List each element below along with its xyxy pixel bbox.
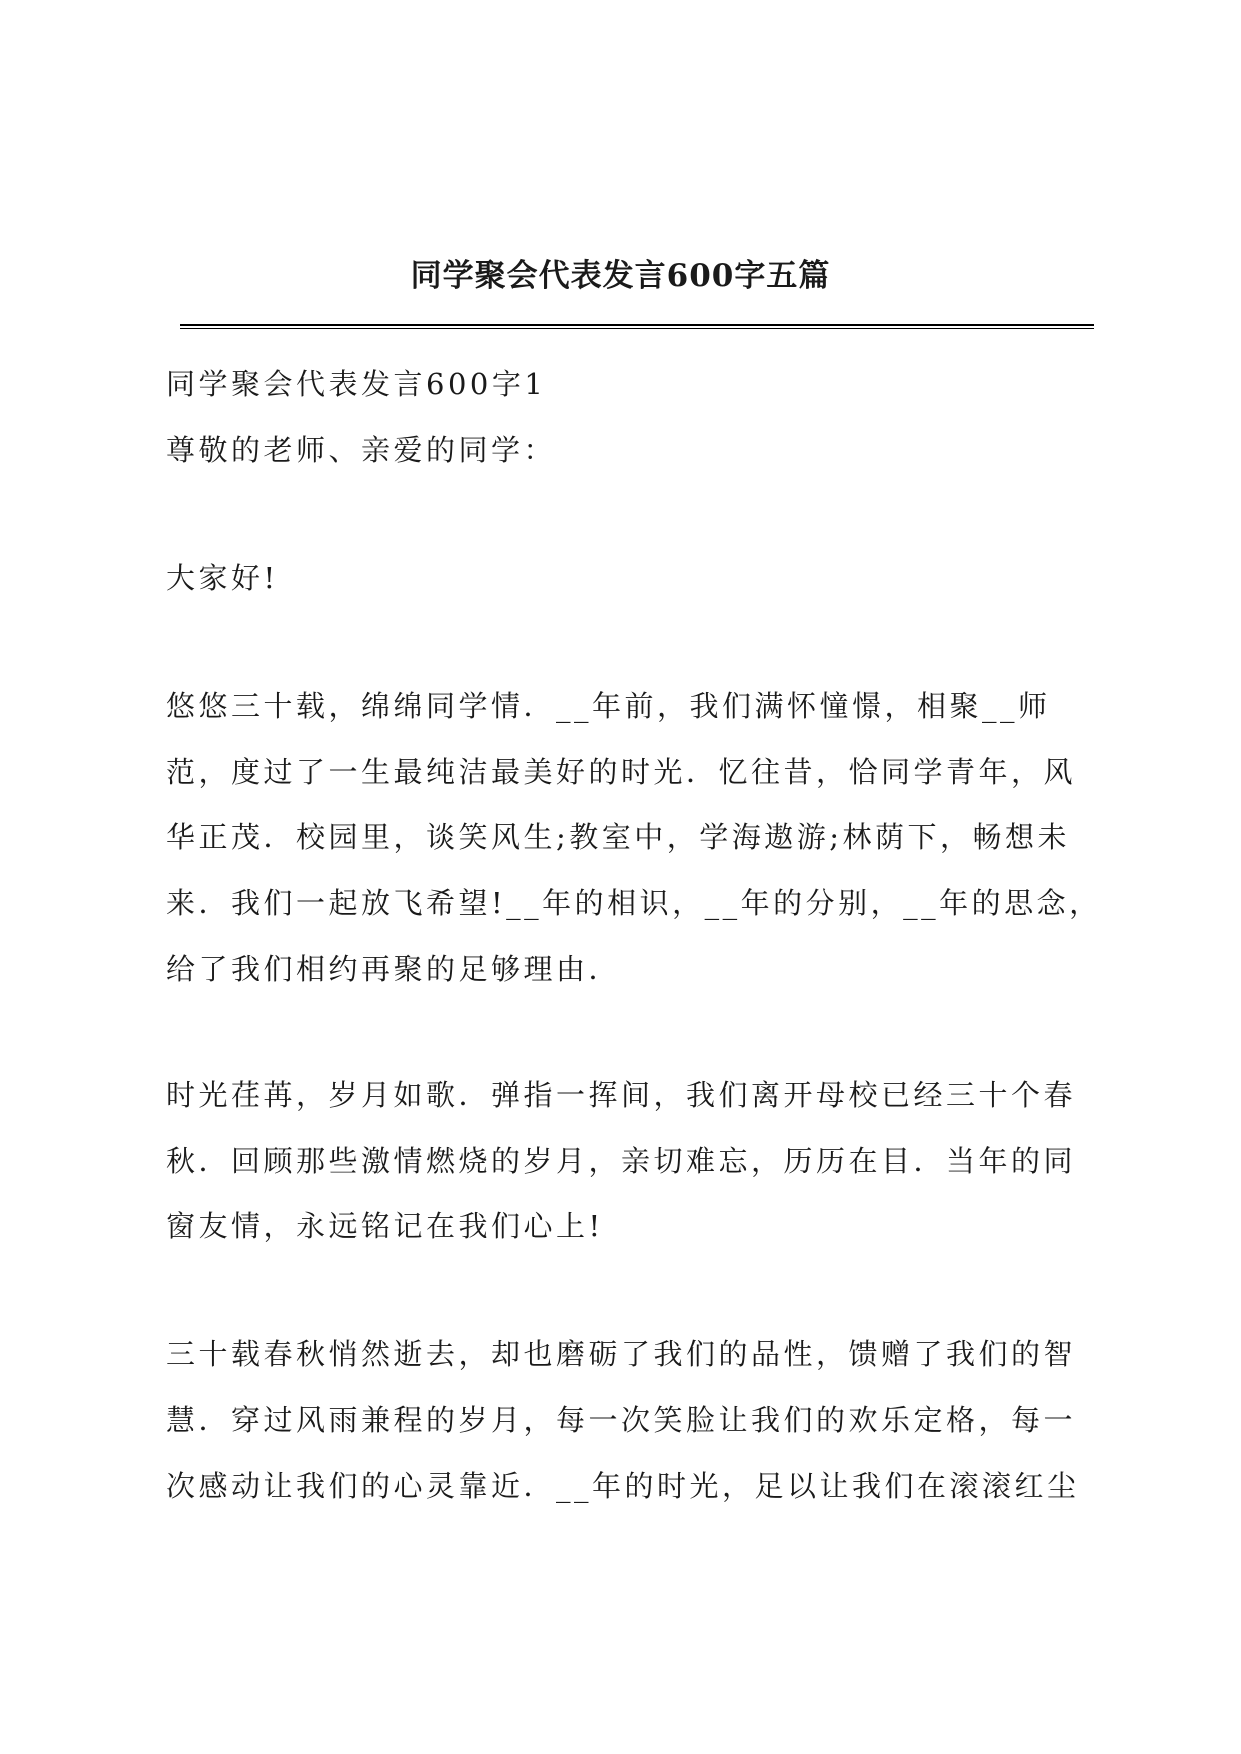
- salutation: 尊敬的老师、亲爱的同学：: [166, 433, 557, 467]
- section-heading: 同学聚会代表发言600字1: [166, 367, 547, 401]
- greeting: 大家好!: [166, 561, 279, 595]
- document-title: 同学聚会代表发言600字五篇: [410, 258, 831, 294]
- paragraph-3-line-3: 次感动让我们的心灵靠近．__年的时光，足以让我们在滚滚红尘: [166, 1469, 1080, 1503]
- paragraph-2-line-2: 秋．回顾那些激情燃烧的岁月，亲切难忘，历历在目．当年的同: [166, 1144, 1077, 1178]
- paragraph-2-line-1: 时光荏苒，岁月如歌．弹指一挥间，我们离开母校已经三十个春: [166, 1078, 1077, 1112]
- paragraph-3-line-1: 三十载春秋悄然逝去，却也磨砺了我们的品性，馈赠了我们的智: [166, 1337, 1077, 1371]
- paragraph-3-line-2: 慧．穿过风雨兼程的岁月，每一次笑脸让我们的欢乐定格，每一: [166, 1403, 1077, 1437]
- paragraph-1-line-4: 来．我们一起放飞希望!__年的相识，__年的分别，__年的思念，: [166, 886, 1102, 920]
- paragraph-1-line-1: 悠悠三十载，绵绵同学情．__年前，我们满怀憧憬，相聚__师: [166, 689, 1051, 723]
- title-divider: [180, 324, 1094, 329]
- paragraph-1-line-2: 范，度过了一生最纯洁最美好的时光．忆往昔，恰同学青年，风: [166, 755, 1077, 789]
- paragraph-2-line-3: 窗友情，永远铭记在我们心上!: [166, 1209, 604, 1243]
- paragraph-1-line-5: 给了我们相约再聚的足够理由．: [166, 952, 622, 986]
- paragraph-1-line-3: 华正茂．校园里，谈笑风生;教室中，学海遨游;林荫下，畅想未: [166, 820, 1071, 854]
